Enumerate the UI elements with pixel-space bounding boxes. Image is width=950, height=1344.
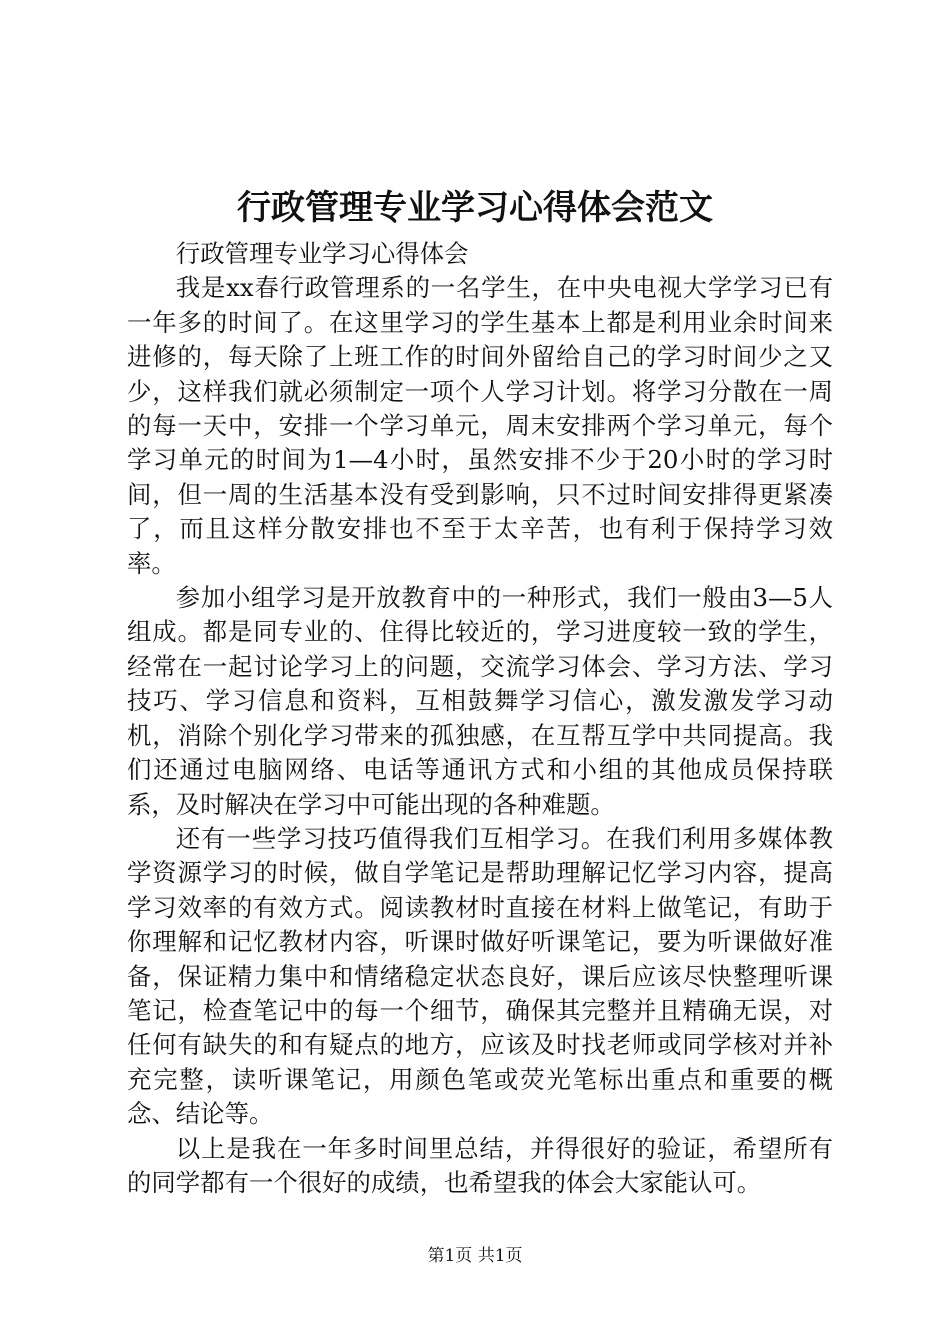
body-paragraph: 参加小组学习是开放教育中的一种形式，我们一般由3—5人组成。都是同专业的、住得比较近的，学习进度较一致的学生，经常在一起讨论学习上的问题，交流学习体会、学习方法、学习技巧、学习信息和资料，互相鼓舞学习信心，激发激发学习动机，消除个别化学习带来的孤独感，在互帮互学中共同提高。我们还通过电脑网络、电话等通讯方式和小组的其他成员保持联系，及时解决在学习中可能出现的各种难题。: [127, 583, 833, 819]
document-body: [127, 237, 833, 1200]
body-paragraph: 以上是我在一年多时间里总结，并得很好的验证，希望所有的同学都有一个很好的成绩，也希望我的体会大家能认可。: [127, 1133, 833, 1197]
body-paragraph: 还有一些学习技巧值得我们互相学习。在我们利用多媒体教学资源学习的时候，做自学笔记是帮助理解记忆学习内容，提高学习效率的有效方式。阅读教材时直接在材料上做笔记，有助于你理解和记忆教材内容，听课时做好听课笔记，要为听课做好准备，保证精力集中和情绪稳定状态良好，课后应该尽快整理听课笔记，检查笔记中的每一个细节，确保其完整并且精确无误，对任何有缺失的和有疑点的地方，应该及时找老师或同学核对并补充完整，读听课笔记，用颜色笔或荧光笔标出重点和重要的概念、结论等。: [127, 823, 833, 1129]
subtitle-paragraph: 行政管理专业学习心得体会: [175, 239, 469, 268]
body-paragraph: 我是xx春行政管理系的一名学生，在中央电视大学学习已有一年多的时间了。在这里学习的学生基本上都是利用业余时间来进修的，每天除了上班工作的时间外留给自己的学习时间少之又少，这样我们就必须制定一项个人学习计划。将学习分散在一周的每一天中，安排一个学习单元，周末安排两个学习单元，每个学习单元的时间为1—4小时，虽然安排不少于20小时的学习时间，但一周的生活基本没有受到影响，只不过时间安排得更紧凑了，而且这样分散安排也不至于太辛苦，也有利于保持学习效率。: [127, 273, 833, 578]
page-footer: 第1页 共1页: [427, 1246, 523, 1266]
document-title: 行政管理专业学习心得体会范文: [237, 188, 713, 228]
